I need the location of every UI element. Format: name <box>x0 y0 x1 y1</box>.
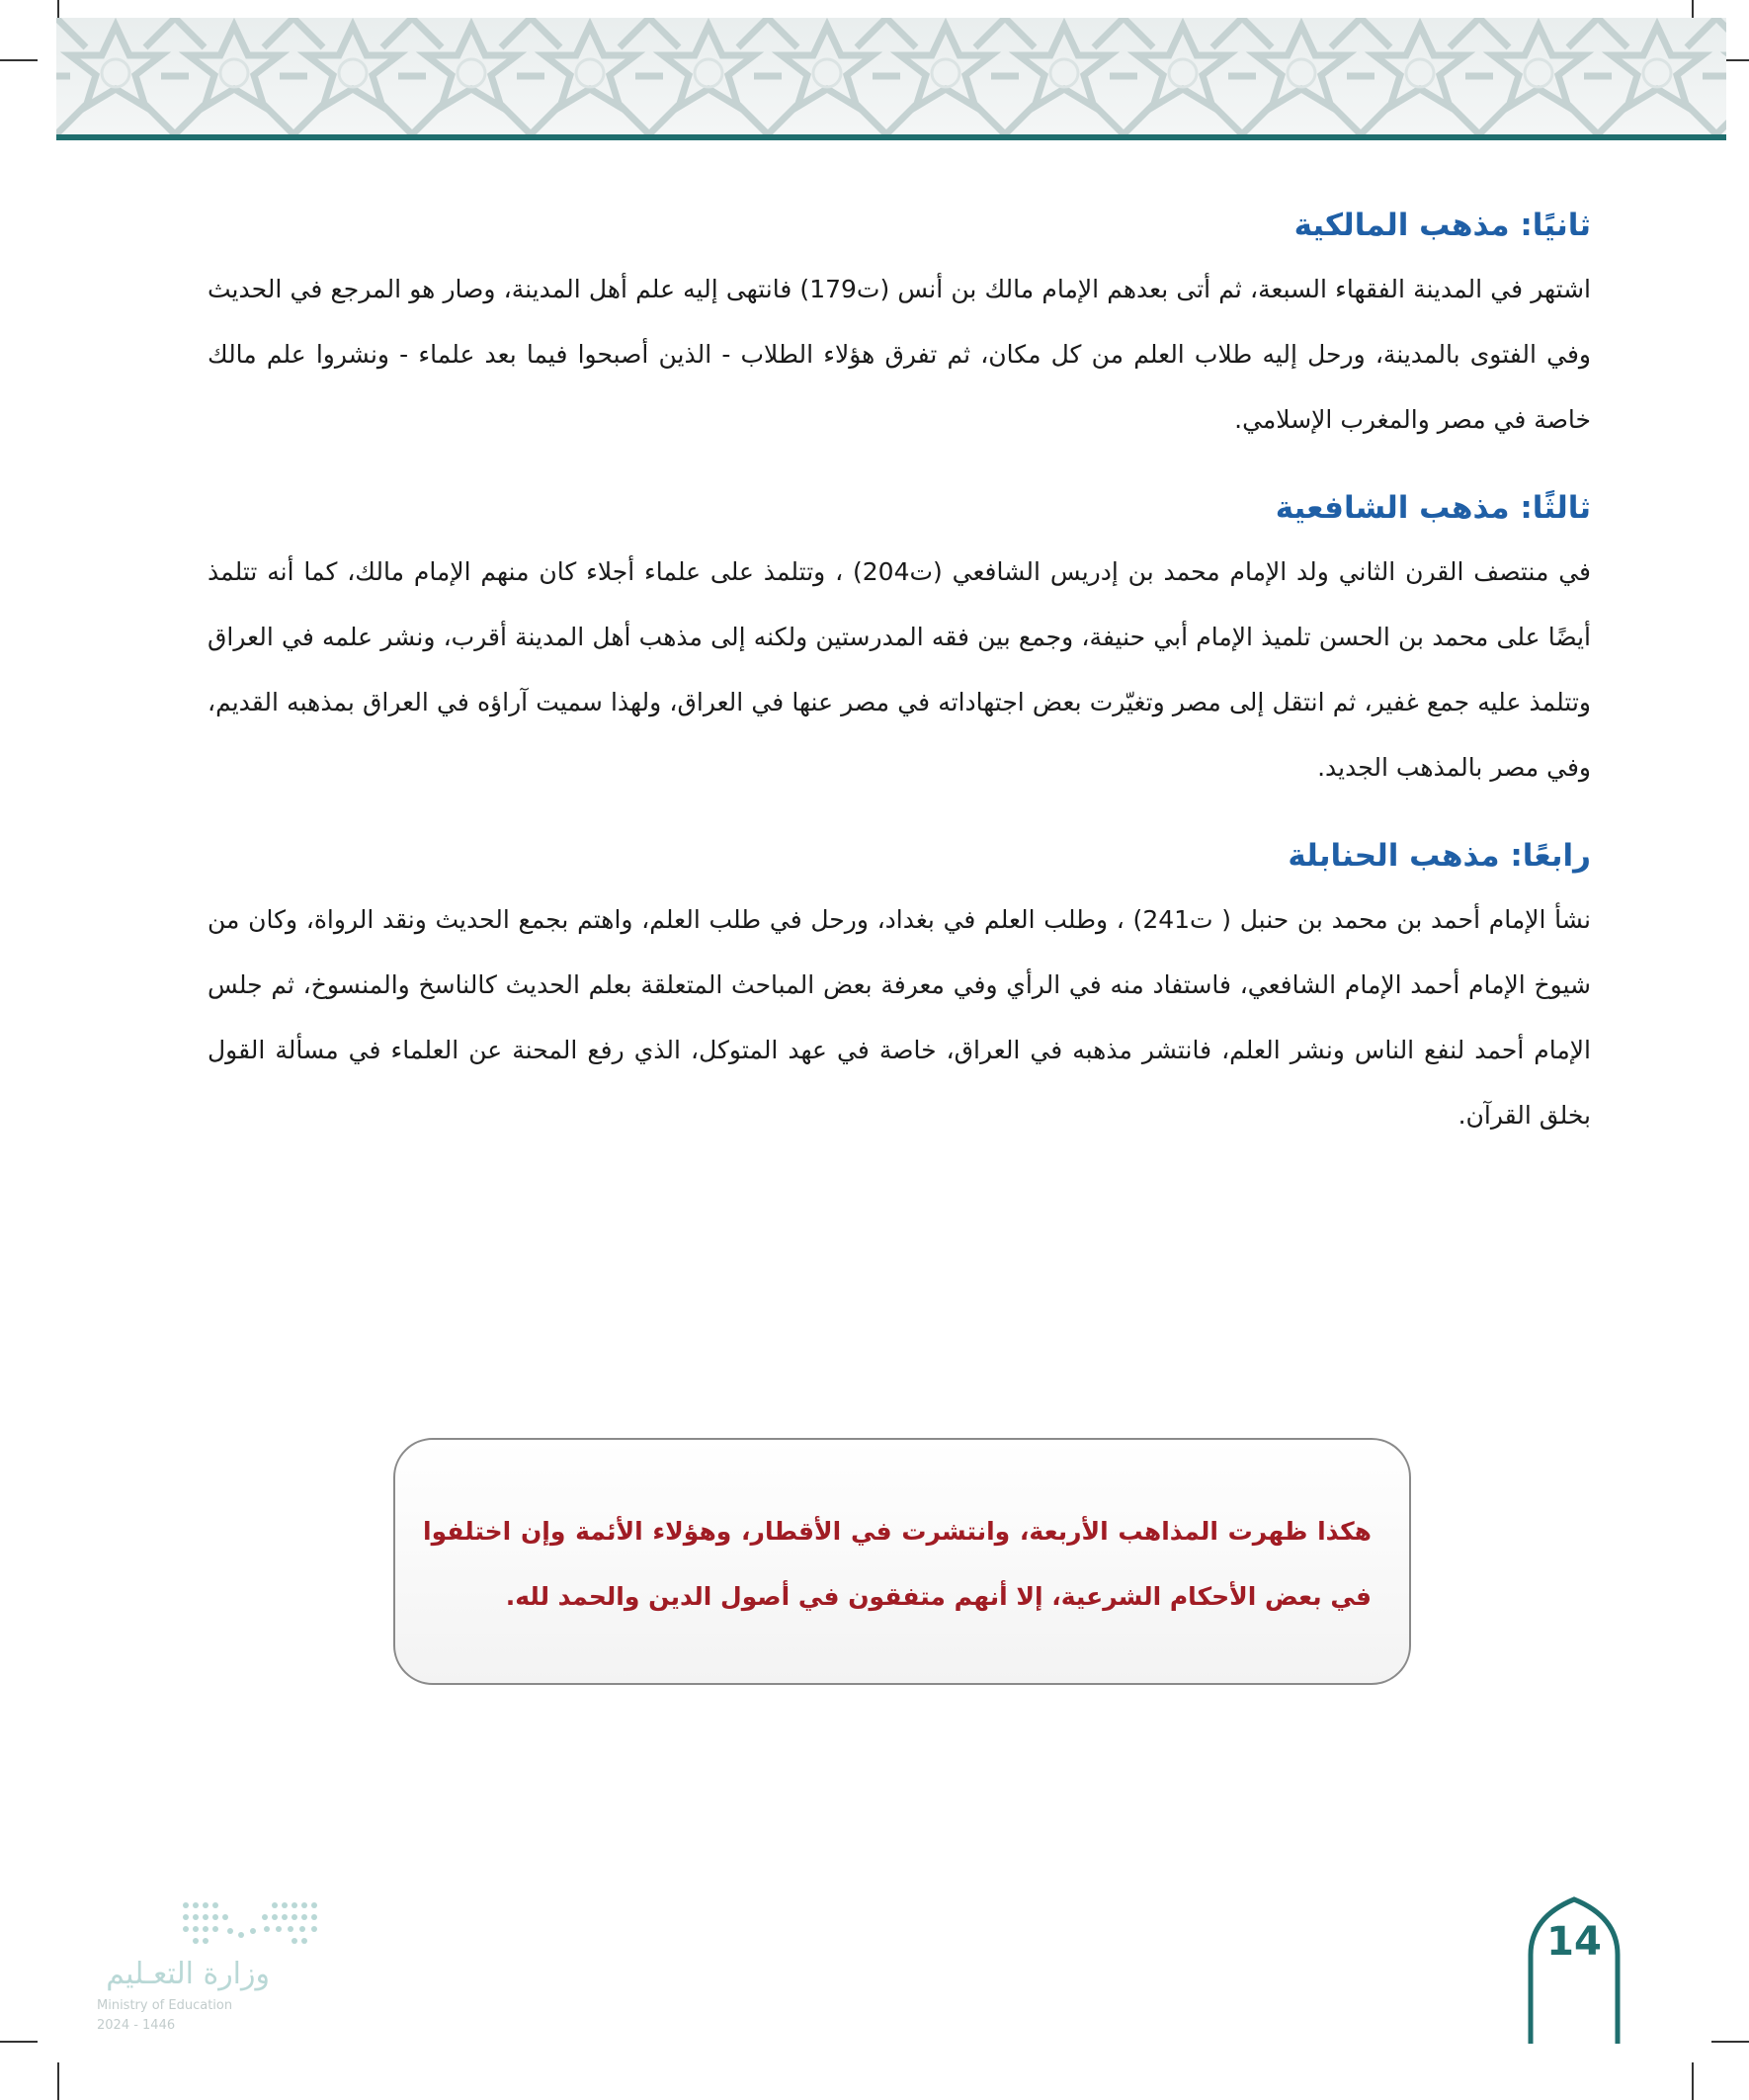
section-body: في منتصف القرن الثاني ولد الإمام محمد بن إدريس الشافعي (ت204) ، وتتلمذ على علماء أجلاء كان منهم الإمام مالك، كما أنه تتلمذ أيضًا على محمد بن الحسن تلميذ الإمام أبي حنيفة، وجمع بين فقه المدرستين ولكنه إلى مذهب أهل المدينة أقرب، ونشر علمه في العراق وتتلمذ عليه جمع غفير، ثم انتقل إلى مصر وتغيّرت بعض اجتهاداته في مصر عنها في العراق، ولهذا سميت آراؤه في العراق بمذهبه القديم، وفي مصر بالمذهب الجديد. <box>208 557 1591 782</box>
header-pattern <box>56 18 1726 134</box>
page-number: 14 <box>1546 1919 1602 1965</box>
edition-year: 2024 - 1446 <box>97 2018 176 2033</box>
section-heading: ثالثًا: مذهب الشافعية <box>1275 490 1591 526</box>
summary-note-box <box>393 1438 1411 1685</box>
summary-note-text: هكذا ظهرت المذاهب الأربعة، وانتشرت في الأقطار، وهؤلاء الأئمة وإن اختلفوا في بعض الأحكام الشرعية، إلا أنهم متفقون في أصول الدين والحمد لله. <box>423 1517 1372 1611</box>
header-rule <box>56 134 1726 140</box>
ministry-name-en: Ministry of Education <box>97 1998 233 2013</box>
crop-mark <box>1692 2062 1694 2100</box>
section-shafii <box>208 490 1591 800</box>
page-number-tab-icon <box>1525 1895 1624 2044</box>
section-heading: رابعًا: مذهب الحنابلة <box>1288 838 1591 874</box>
section-body: نشأ الإمام أحمد بن محمد بن حنبل ( ت241) ، وطلب العلم في بغداد، ورحل في طلب العلم، واهتم بجمع الحديث ونقد الرواة، وكان من شيوخ الإمام أحمد الإمام الشافعي، فاستفاد منه في الرأي وفي معرفة بعض المباحث المتعلقة بعلم الحديث كالناسخ والمنسوخ، ثم جلس الإمام أحمد لنفع الناس ونشر العلم، فانتشر مذهبه في العراق، خاصة في عهد المتوكل، الذي رفع المحنة عن العلماء في مسألة القول بخلق القرآن. <box>208 905 1591 1130</box>
ministry-name-ar: وزارة التعـليم <box>106 1957 270 1991</box>
ministry-dots-icon <box>176 1897 324 1947</box>
main-content <box>208 208 1591 1186</box>
section-heading: ثانيًا: مذهب المالكية <box>1293 208 1591 243</box>
ministry-logo <box>97 1897 334 2046</box>
islamic-pattern-icon <box>56 18 1726 134</box>
crop-mark <box>1711 2041 1749 2043</box>
crop-mark <box>57 2062 59 2100</box>
section-hanbali <box>208 838 1591 1148</box>
crop-mark <box>0 2041 38 2043</box>
section-body: اشتهر في المدينة الفقهاء السبعة، ثم أتى بعدهم الإمام مالك بن أنس (ت179) فانتهى إليه علم أهل المدينة، وصار هو المرجع في الحديث وفي الفتوى بالمدينة، ورحل إليه طلاب العلم من كل مكان، ثم تفرق هؤلاء الطلاب - الذين أصبحوا فيما بعد علماء - ونشروا علم مالك خاصة في مصر والمغرب الإسلامي. <box>208 275 1591 434</box>
crop-mark <box>0 59 38 61</box>
section-maliki <box>208 208 1591 453</box>
